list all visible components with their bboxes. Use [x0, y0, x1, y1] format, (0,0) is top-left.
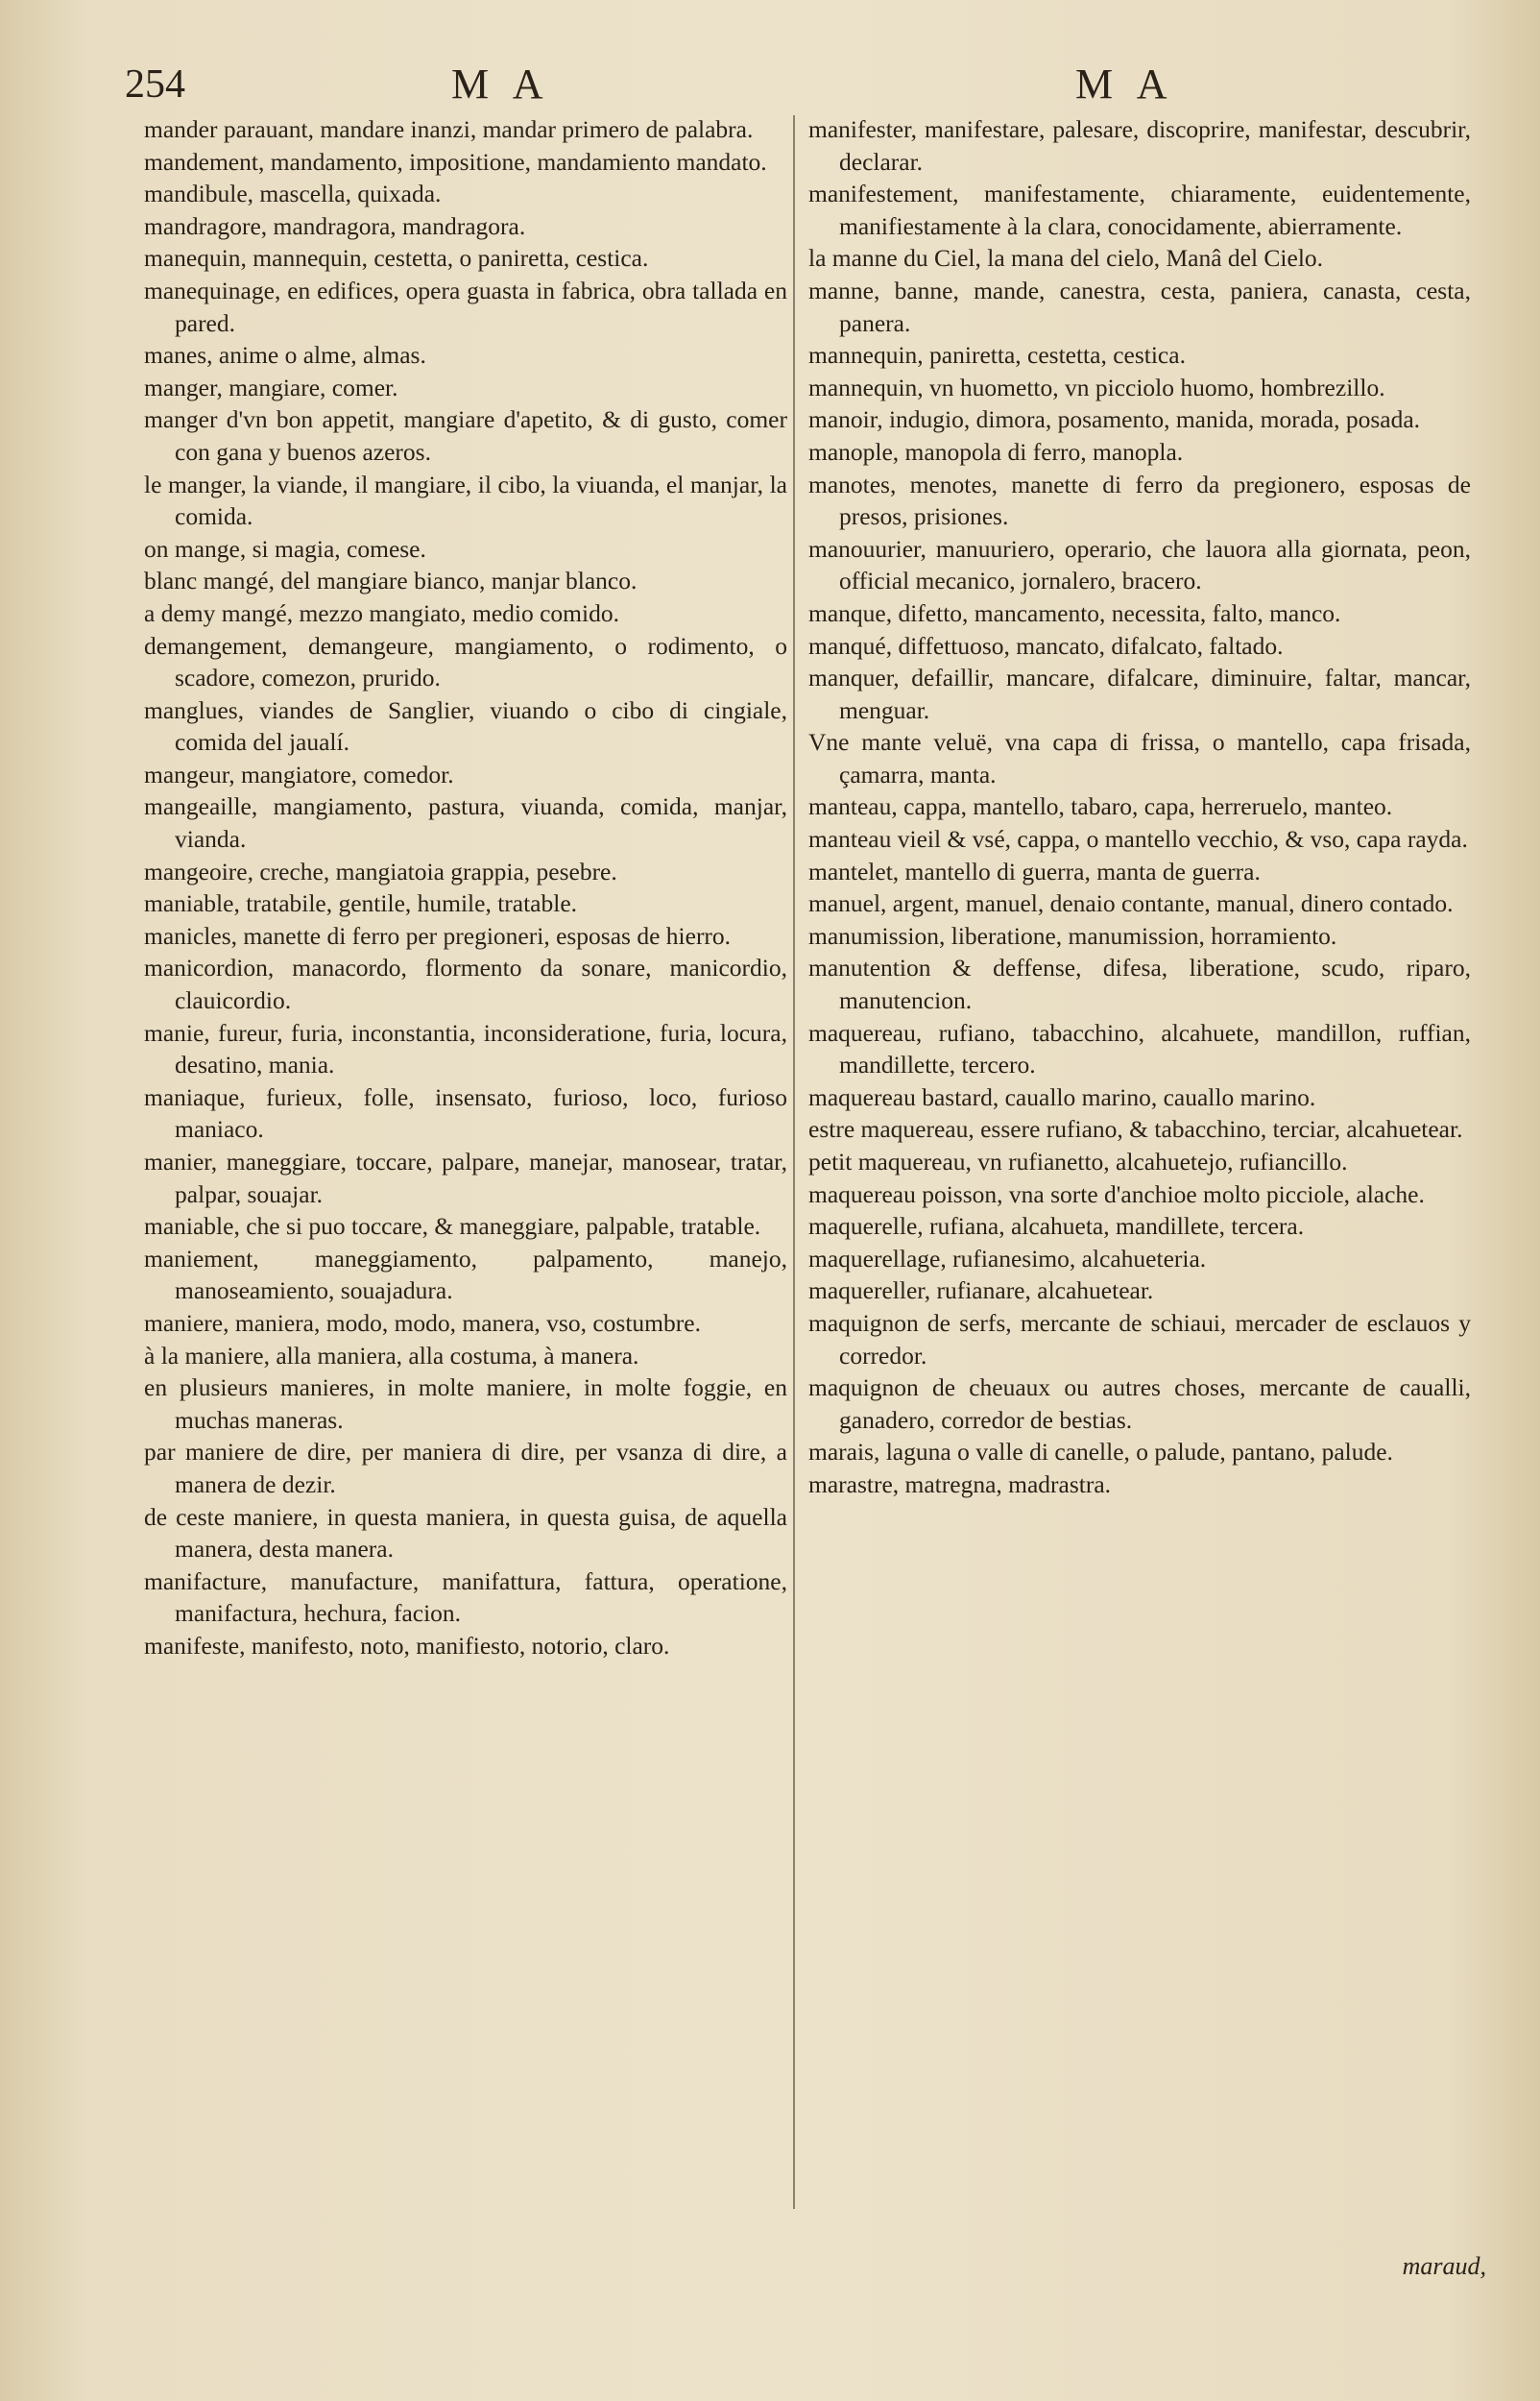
dictionary-entry: demangement, demangeure, mangiamento, o rodimento, o scadore, comezon, prurido. — [144, 631, 787, 692]
dictionary-entry: mannequin, paniretta, cestetta, cestica. — [808, 341, 1186, 370]
dictionary-entry: manes, anime o alme, almas. — [144, 341, 426, 370]
page-number: 254 — [125, 62, 185, 107]
right-column — [808, 113, 1471, 1501]
dictionary-entry: maquereau poisson, vna sorte d'anchioe molto picciole, alache. — [808, 1179, 1425, 1208]
dictionary-entry: manoir, indugio, dimora, posamento, manida, morada, posada. — [808, 405, 1421, 434]
dictionary-entry: le manger, la viande, il mangiare, il cibo, la viuanda, el manjar, la comida. — [144, 470, 787, 531]
dictionary-entry: maquignon de serfs, mercante de schiaui, mercader de esclauos y corredor. — [808, 1308, 1471, 1370]
dictionary-entry: manifestement, manifestamente, chiaramente, euidentemente, manifiestamente à la clara, conocidamente, abierramente. — [808, 180, 1471, 240]
running-head-left: M A — [451, 61, 551, 108]
dictionary-entry: mander parauant, mandare inanzi, mandar primero de palabra. — [144, 115, 754, 143]
dictionary-entry: maquereau bastard, cauallo marino, cauallo marino. — [808, 1082, 1316, 1111]
dictionary-entry: manifacture, manufacture, manifattura, fattura, operatione, manifactura, hechura, facion. — [144, 1566, 787, 1628]
dictionary-entry: manie, fureur, furia, inconstantia, inconsideratione, furia, locura, desatino, mania. — [144, 1018, 787, 1079]
dictionary-entry: estre maquereau, essere rufiano, & tabacchino, terciar, alcahuetear. — [808, 1115, 1463, 1144]
dictionary-entry: manne, banne, mande, canestra, cesta, paniera, canasta, cesta, panera. — [808, 276, 1471, 337]
dictionary-entry: on mange, si magia, comese. — [144, 534, 426, 563]
dictionary-entry: maquereller, rufianare, alcahuetear. — [808, 1276, 1154, 1305]
dictionary-entry: mandibule, mascella, quixada. — [144, 180, 442, 208]
dictionary-entry: manifester, manifestare, palesare, discoprire, manifestar, descubrir, declarar. — [808, 115, 1471, 176]
dictionary-entry: de ceste maniere, in questa maniera, in questa guisa, de aquella manera, desta manera. — [144, 1502, 787, 1564]
dictionary-entry: mantelet, mantello di guerra, manta de guerra. — [808, 857, 1261, 885]
dictionary-entry: maniaque, furieux, folle, insensato, furioso, loco, furioso maniaco. — [144, 1082, 787, 1144]
dictionary-entry: manquer, defaillir, mancare, difalcare, diminuire, faltar, mancar, menguar. — [808, 664, 1471, 724]
dictionary-entry: mandement, mandamento, impositione, mandamiento mandato. — [144, 147, 767, 176]
left-column — [144, 113, 787, 1662]
dictionary-entry: manteau, cappa, mantello, tabaro, capa, herreruelo, manteo. — [808, 792, 1393, 821]
dictionary-entry: manicles, manette di ferro per pregioneri, esposas de hierro. — [144, 921, 732, 950]
dictionary-entry: manger, mangiare, comer. — [144, 373, 398, 401]
dictionary-entry: manier, maneggiare, toccare, palpare, manejar, manosear, tratar, palpar, souajar. — [144, 1148, 787, 1208]
running-head-right: M A — [1075, 61, 1175, 108]
dictionary-entry: mandragore, mandragora, mandragora. — [144, 211, 526, 240]
dictionary-entry: manequinage, en edifices, opera guasta in fabrica, obra tallada en pared. — [144, 276, 787, 337]
dictionary-entry: manicordion, manacordo, flormento da sonare, manicordio, clauicordio. — [144, 954, 787, 1015]
dictionary-entry: marais, laguna o valle di canelle, o palude, pantano, palude. — [808, 1438, 1393, 1467]
dictionary-entry: maquerelle, rufiana, alcahueta, mandillete, tercera. — [808, 1212, 1305, 1241]
dictionary-entry: manouurier, manuuriero, operario, che lauora alla giornata, peon, official mecanico, jornalero, bracero. — [808, 534, 1471, 595]
dictionary-entry: par maniere de dire, per maniera di dire, per vsanza di dire, a manera de dezir. — [144, 1438, 787, 1498]
dictionary-entry: manque, difetto, mancamento, necessita, falto, manco. — [808, 598, 1341, 627]
dictionary-entry: manger d'vn bon appetit, mangiare d'apetito, & di gusto, comer con gana y buenos azeros. — [144, 405, 787, 466]
dictionary-entry: à la maniere, alla maniera, alla costuma, à manera. — [144, 1341, 639, 1370]
catchword: maraud, — [1402, 2252, 1486, 2280]
dictionary-entry: manteau vieil & vsé, cappa, o mantello vecchio, & vso, capa rayda. — [808, 825, 1468, 854]
dictionary-entry: manuel, argent, manuel, denaio contante, manual, dinero contado. — [808, 889, 1454, 918]
dictionary-entry: la manne du Ciel, la mana del cielo, Manâ del Cielo. — [808, 244, 1324, 273]
dictionary-entry: maniement, maneggiamento, palpamento, manejo, manoseamiento, souajadura. — [144, 1244, 787, 1305]
dictionary-entry: manqué, diffettuoso, mancato, difalcato, faltado. — [808, 631, 1284, 660]
dictionary-entry: manotes, menotes, manette di ferro da pregionero, esposas de presos, prisiones. — [808, 470, 1471, 531]
dictionary-entry: manifeste, manifesto, noto, manifiesto, notorio, claro. — [144, 1631, 670, 1660]
dictionary-entry: maquerellage, rufianesimo, alcahueteria. — [808, 1244, 1207, 1273]
dictionary-entry: marastre, matregna, madrastra. — [808, 1469, 1112, 1498]
column-rule — [793, 115, 795, 2209]
dictionary-entry: Vne mante veluë, vna capa di frissa, o mantello, capa frisada, çamarra, manta. — [808, 728, 1471, 788]
dictionary-entry: manutention & deffense, difesa, liberatione, scudo, riparo, manutencion. — [808, 954, 1471, 1015]
dictionary-entry: petit maquereau, vn rufianetto, alcahuetejo, rufiancillo. — [808, 1148, 1348, 1176]
running-head — [125, 56, 1505, 113]
dictionary-entry: a demy mangé, mezzo mangiato, medio comido. — [144, 598, 619, 627]
dictionary-entry: mangeaille, mangiamento, pastura, viuanda, comida, manjar, vianda. — [144, 792, 787, 854]
dictionary-entry: manequin, mannequin, cestetta, o paniretta, cestica. — [144, 244, 649, 273]
dictionary-entry: maniable, tratabile, gentile, humile, tratable. — [144, 889, 578, 918]
dictionary-entry: maniere, maniera, modo, modo, manera, vso, costumbre. — [144, 1308, 701, 1337]
dictionary-entry: mangeur, mangiatore, comedor. — [144, 760, 454, 788]
dictionary-entry: manople, manopola di ferro, manopla. — [808, 437, 1184, 466]
dictionary-entry: blanc mangé, del mangiare bianco, manjar blanco. — [144, 567, 638, 595]
dictionary-entry: en plusieurs manieres, in molte maniere, in molte foggie, en muchas maneras. — [144, 1373, 787, 1434]
dictionary-entry: maquereau, rufiano, tabacchino, alcahuete, mandillon, ruffian, mandillette, tercero. — [808, 1018, 1471, 1079]
dictionary-entry: maniable, che si puo toccare, & maneggiare, palpable, tratable. — [144, 1212, 761, 1241]
dictionary-entry: manglues, viandes de Sanglier, viuando o cibo di cingiale, comida del jaualí. — [144, 695, 787, 757]
dictionary-entry: maquignon de cheuaux ou autres choses, mercante de caualli, ganadero, corredor de bestias. — [808, 1373, 1471, 1434]
dictionary-entry: mannequin, vn huometto, vn picciolo huomo, hombrezillo. — [808, 373, 1385, 401]
dictionary-entry: mangeoire, creche, mangiatoia grappia, pesebre. — [144, 857, 617, 885]
dictionary-entry: manumission, liberatione, manumission, horramiento. — [808, 921, 1337, 950]
